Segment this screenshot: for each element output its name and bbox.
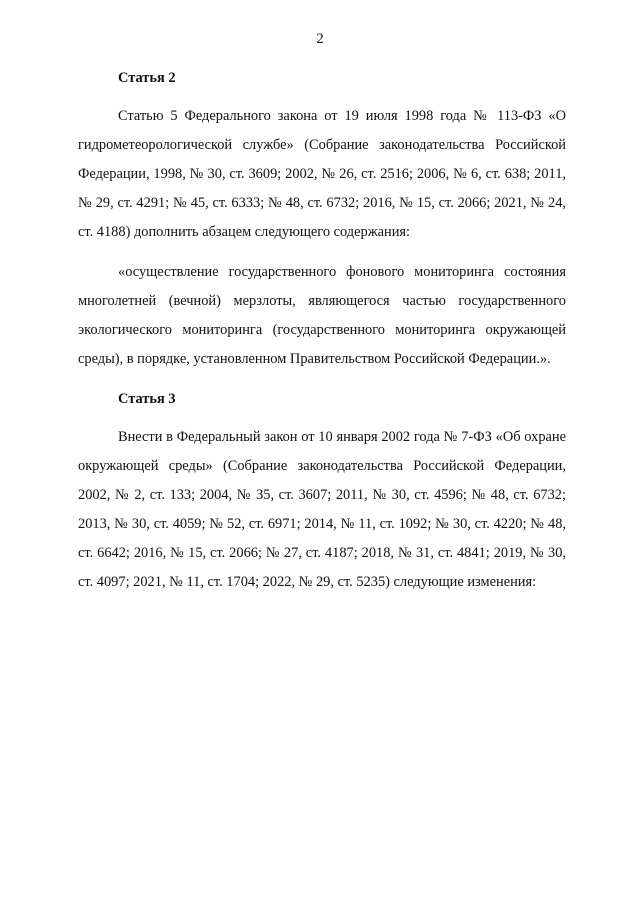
page-number: 2 [316, 31, 324, 47]
article-3-heading: Статья 3 [118, 391, 176, 407]
document-body [78, 64, 566, 597]
article-2 [78, 64, 566, 374]
article-2-heading: Статья 2 [118, 70, 176, 86]
article-2-paragraph-2: «осуществление государственного фонового мониторинга состояния многолетней (вечной) мерзлоты, являющегося частью государственного экологического мониторинга (государственного мониторинга окружающей среды), в порядке, установленном Правительством Российской Федерации.». [78, 264, 566, 367]
article-3 [78, 385, 566, 597]
article-2-paragraph-1: Статью 5 Федерального закона от 19 июля 1998 года № 113-ФЗ «О гидрометеорологической службе» (Собрание законодательства Российской Федерации, 1998, № 30, ст. 3609; 2002, № 26, ст. 2516; 2006, № 6, ст. 638; 2011, № 29, ст. 4291; № 45, ст. 6333; № 48, ст. 6732; 2016, № 15, ст. 2066; 2021, № 24, ст. 4188) дополнить абзацем следующего содержания: [78, 108, 566, 240]
article-3-paragraph-1: Внести в Федеральный закон от 10 января 2002 года № 7-ФЗ «Об охране окружающей среды» (Собрание законодательства Российской Федерации, 2002, № 2, ст. 133; 2004, № 35, ст. 3607; 2011, № 30, ст. 4596; № 48, ст. 6732; 2013, № 30, ст. 4059; № 52, ст. 6971; 2014, № 11, ст. 1092; № 30, ст. 4220; № 48, ст. 6642; 2016, № 15, ст. 2066; № 27, ст. 4187; 2018, № 31, ст. 4841; 2019, № 30, ст. 4097; 2021, № 11, ст. 1704; 2022, № 29, ст. 5235) следующие изменения: [78, 429, 566, 590]
